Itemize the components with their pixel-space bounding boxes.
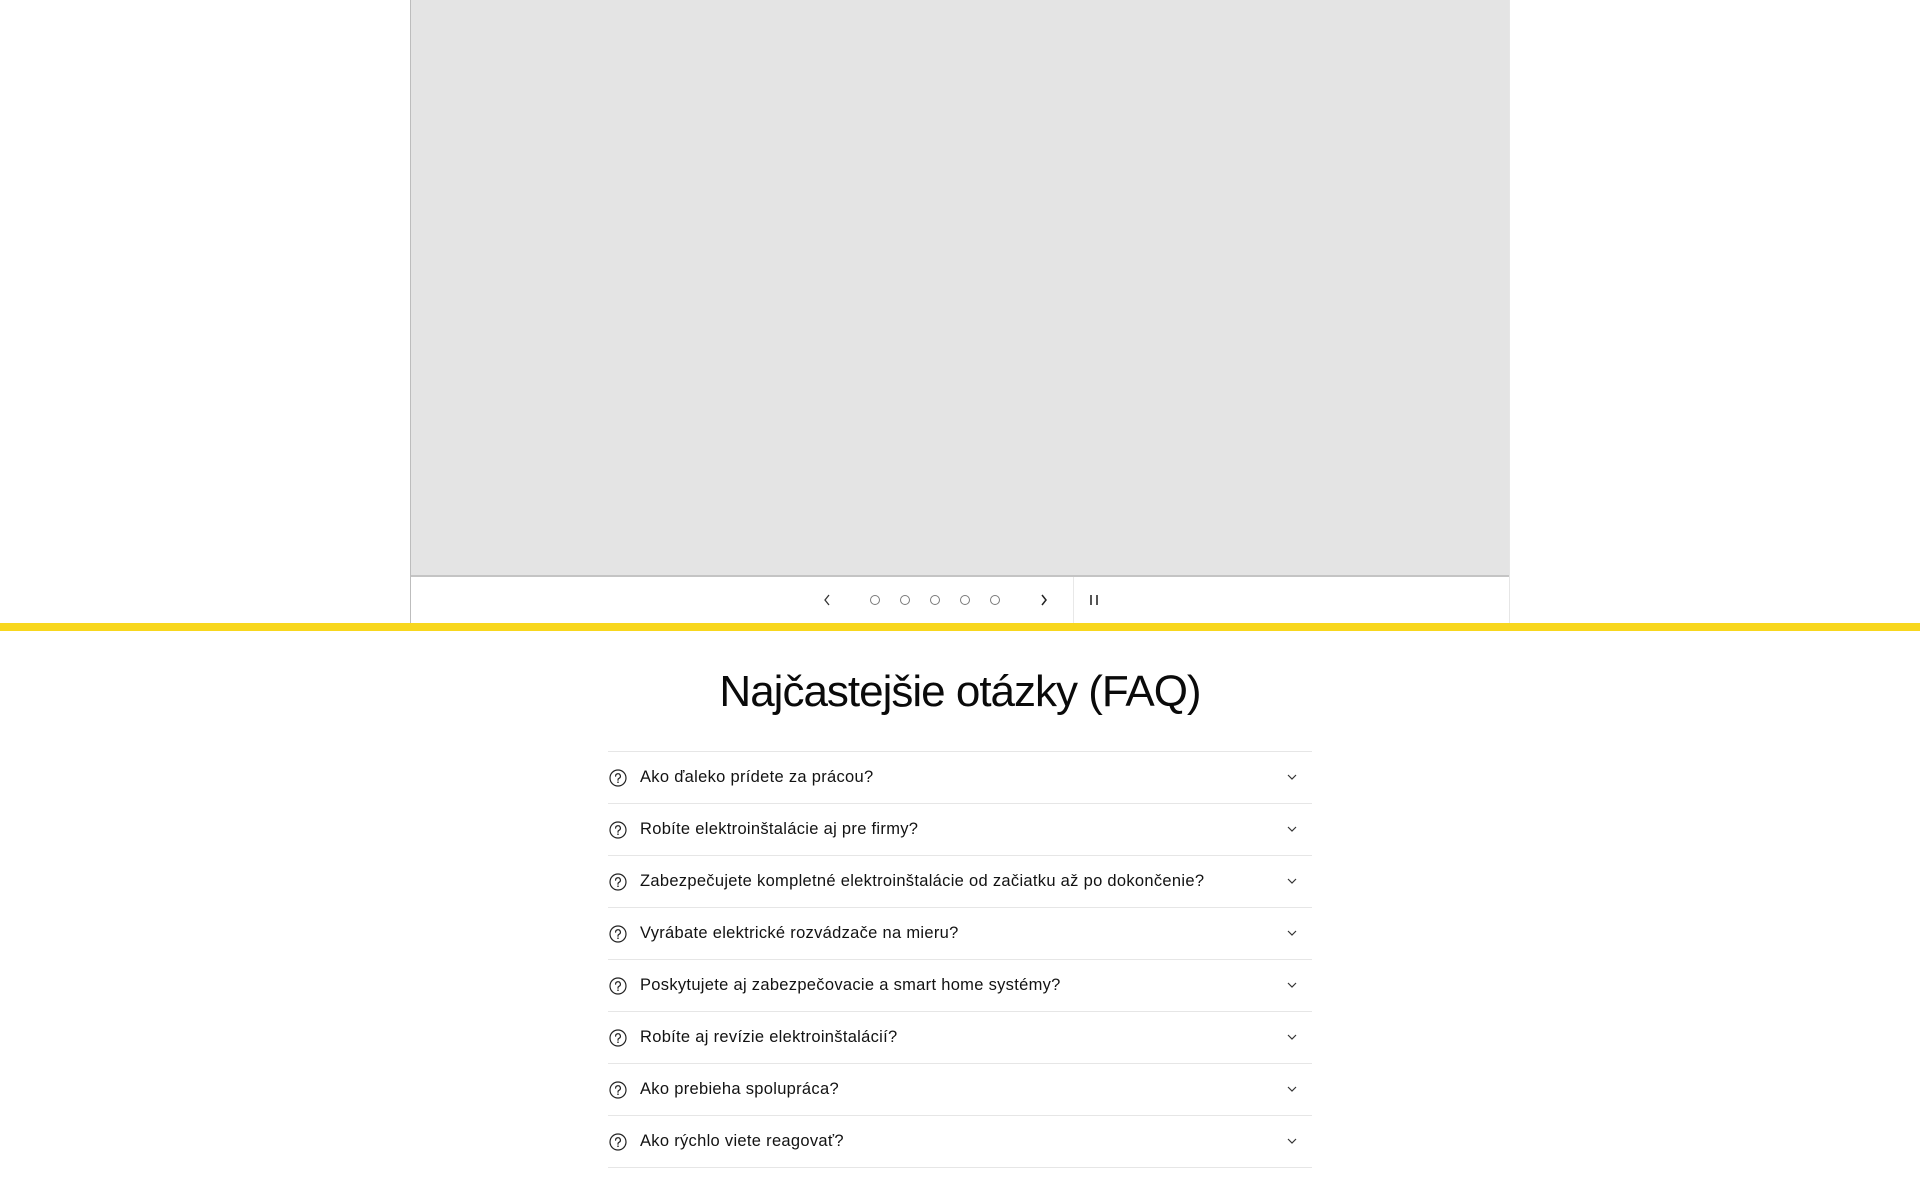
question-circle-icon <box>609 977 627 995</box>
faq-item[interactable] <box>608 1064 1312 1116</box>
faq-question: Zabezpečujete kompletné elektroinštalácie od začiatku až po dokončenie? <box>640 872 1205 890</box>
faq-item[interactable] <box>608 752 1312 804</box>
faq-item[interactable] <box>608 960 1312 1012</box>
chevron-down-icon <box>1287 1138 1297 1144</box>
next-slide-button[interactable] <box>1029 577 1059 623</box>
chevron-left-icon <box>823 594 831 606</box>
question-circle-icon <box>609 1133 627 1151</box>
image-slider <box>410 0 1510 623</box>
faq-item[interactable] <box>608 804 1312 856</box>
slider-controls <box>411 577 1509 623</box>
faq-question: Vyrábate elektrické rozvádzače na mieru? <box>640 924 959 942</box>
faq-question: Robíte elektroinštalácie aj pre firmy? <box>640 820 919 838</box>
slide-placeholder <box>411 0 1509 577</box>
chevron-down-icon <box>1287 930 1297 936</box>
slide-dot-5[interactable] <box>990 595 1000 605</box>
question-circle-icon <box>609 873 627 891</box>
faq-question: Robíte aj revízie elektroinštalácií? <box>640 1028 898 1046</box>
faq-question: Poskytujete aj zabezpečovacie a smart home systémy? <box>640 976 1061 994</box>
pause-icon <box>1090 595 1092 605</box>
question-circle-icon <box>609 1029 627 1047</box>
faq-item[interactable] <box>608 908 1312 960</box>
chevron-down-icon <box>1287 774 1297 780</box>
chevron-down-icon <box>1287 1086 1297 1092</box>
slide-dot-1[interactable] <box>870 595 880 605</box>
slide-dot-3[interactable] <box>930 595 940 605</box>
slide-dot-4[interactable] <box>960 595 970 605</box>
faq-title: Najčastejšie otázky (FAQ) <box>719 667 1201 716</box>
pause-button[interactable] <box>1081 577 1107 623</box>
controls-divider <box>1073 577 1074 623</box>
chevron-down-icon <box>1287 1034 1297 1040</box>
faq-item[interactable] <box>608 1012 1312 1064</box>
faq-accordion <box>608 751 1312 1168</box>
slide-dot-2[interactable] <box>900 595 910 605</box>
faq-question: Ako rýchlo viete reagovať? <box>640 1132 844 1150</box>
prev-slide-button[interactable] <box>812 577 842 623</box>
chevron-down-icon <box>1287 878 1297 884</box>
faq-item[interactable] <box>608 1116 1312 1168</box>
chevron-right-icon <box>1040 594 1048 606</box>
chevron-down-icon <box>1287 826 1297 832</box>
question-circle-icon <box>609 821 627 839</box>
accent-divider <box>0 623 1920 631</box>
faq-question: Ako ďaleko prídete za prácou? <box>640 768 874 786</box>
pause-icon <box>1096 595 1098 605</box>
question-circle-icon <box>609 769 627 787</box>
question-circle-icon <box>609 1081 627 1099</box>
faq-question: Ako prebieha spolupráca? <box>640 1080 839 1098</box>
question-circle-icon <box>609 925 627 943</box>
faq-item[interactable] <box>608 856 1312 908</box>
chevron-down-icon <box>1287 982 1297 988</box>
